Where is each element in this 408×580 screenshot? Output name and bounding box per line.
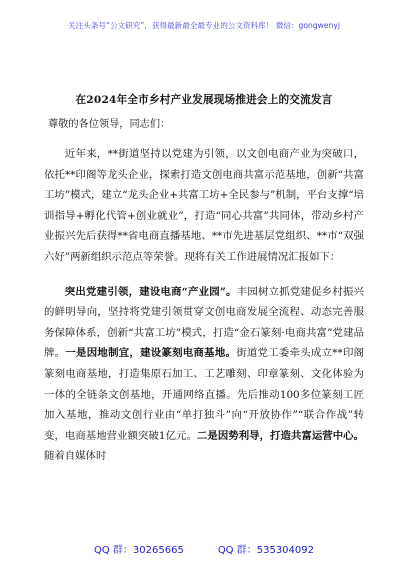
subsection-text-one: 街道党工委牵头成立**印阁篆刻电商基地，打造集原石加工、工艺雕刻、印章篆刻、文化体验为一体的全链条文创基地，开通网络直播。先后推动100多位篆刻工匠加入基地，推动文创行业由“单打独斗”向“开放协作”“联合作战”转变，电商基地营业额突破1亿元。 bbox=[44, 347, 365, 442]
header-banner: 关注头条号“公文研究”，获得最新最全最专业的公文资料库！ 微信：gongwenyj bbox=[68, 21, 340, 30]
document-title: 在2024年全市乡村产业发展现场推进会上的交流发言 bbox=[75, 94, 333, 106]
document-body bbox=[44, 92, 364, 481]
subheading-one: 一是因地制宜，建设篆刻电商基地。 bbox=[65, 347, 237, 360]
section-text: 丰园树立抓党建促乡村振兴的鲜明导向，坚持将党建引领贯穿文创电商发展全流程、动态完善服务保障体系，创新“共富工坊”模式，打造“金石篆刻·电商共富”党建品牌。 bbox=[44, 285, 365, 360]
subheading-two: 二是因势利导，打造共富运营中心。 bbox=[196, 429, 365, 442]
footer-contacts bbox=[0, 541, 408, 556]
subsection-text-two: 随着自媒体时 bbox=[44, 450, 107, 463]
salutation: 尊敬的各位领导，同志们： bbox=[48, 119, 171, 130]
footer-qq-group-1: QQ 群：30265665 bbox=[93, 545, 184, 556]
paragraph-section-one bbox=[44, 282, 364, 467]
paragraph-intro: 近年来，**街道坚持以党建为引领，以文创电商产业为突破口，依托**印阁等龙头企业，探索打造文创电商共富示范基地，创新“共富工坊”模式，建立“龙头企业+共富工坊+全民参与”机制，平台支撑“培训指导+孵化代管+创业就业”，打造“同心共富”共同体，带动乡村产业振兴先后获得**省电商直播基地、**市先进基层党组织、**市“双强六好”两新组织示范点等荣誉。现将有关工作进展情况汇报如下： bbox=[44, 148, 364, 263]
section-heading: 突出党建引领，建设电商“产业园”。 bbox=[64, 285, 237, 298]
footer-qq-group-2: QQ 群：535304092 bbox=[217, 545, 314, 556]
